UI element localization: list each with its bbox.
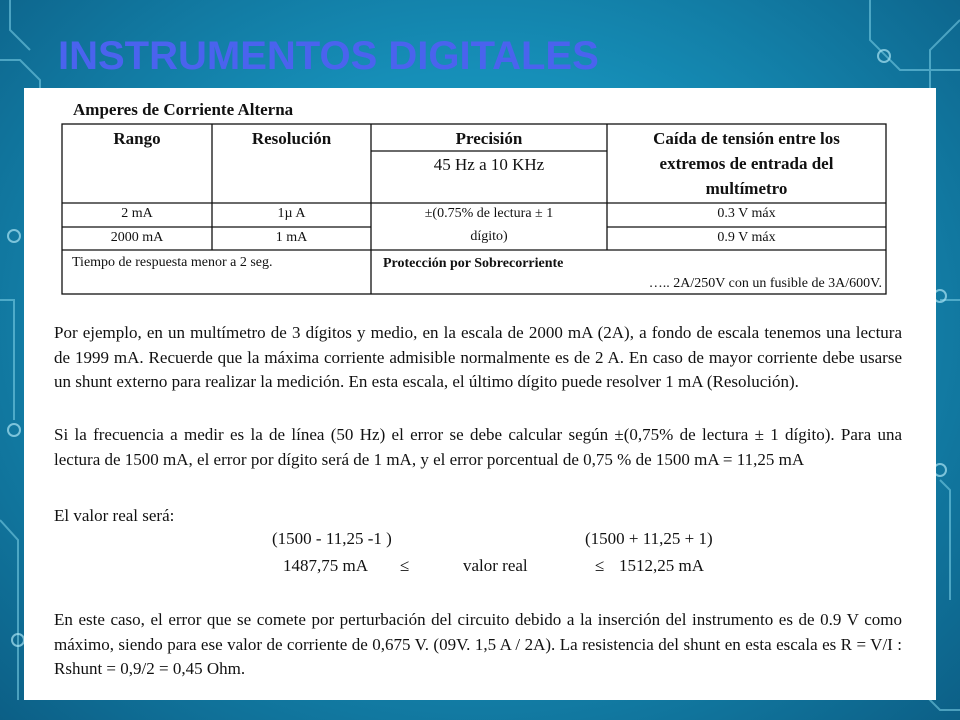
paragraph-frequency: Si la frecuencia a medir es la de línea (50 Hz) el error se debe calcular según ±(0,75% de lectura ± 1 dígito). Para una lectura de 1500 mA, el error por dígito será de 1 mA, y el error porcentual de 0,75 % de 1500 mA = 11,25 mA <box>54 425 902 469</box>
response-time-note: Tiempo de respuesta menor a 2 seg. <box>72 255 273 270</box>
table-caption: Amperes de Corriente Alterna <box>73 100 294 119</box>
row1-resolucion: 1µ A <box>277 206 306 221</box>
precision-value-line1: ±(0.75% de lectura ± 1 <box>424 206 554 221</box>
row2-resolucion: 1 mA <box>275 230 308 245</box>
slide-title: INSTRUMENTOS DIGITALES <box>58 34 599 78</box>
header-resolucion: Resolución <box>251 129 332 148</box>
equation-left: (1500 - 11,25 -1 ) <box>272 529 392 548</box>
header-caida-line1: Caída de tensión entre los <box>653 129 840 148</box>
row1-caida: 0.3 V máx <box>717 206 776 221</box>
equation-low-value: 1487,75 mA <box>283 556 368 575</box>
protection-title: Protección por Sobrecorriente <box>383 256 564 271</box>
protection-detail: ….. 2A/250V con un fusible de 3A/600V. <box>648 276 882 291</box>
header-precision-frequency: 45 Hz a 10 KHz <box>433 155 545 174</box>
equation-less-equal-2: ≤ <box>595 556 605 575</box>
header-rango: Rango <box>113 129 161 148</box>
equation-real-value-label: valor real <box>463 556 528 575</box>
equation-less-equal-1: ≤ <box>400 556 410 575</box>
paragraph-real-value: El valor real será: <box>54 506 175 525</box>
header-precision: Precisión <box>455 129 523 148</box>
row2-caida: 0.9 V máx <box>717 230 776 245</box>
precision-value-line2: dígito) <box>470 229 508 244</box>
paragraph-shunt: En este caso, el error que se comete por perturbación del circuito debido a la inserción del instrumento es de 0.9 V como máximo, siendo para ese valor de corriente de 0,675 V. (09V. 1,5 A / 2A). La resistencia del shunt en esta escala es R = V/I : Rshunt = 0,9/2 = 0,45 Ohm. <box>54 610 902 678</box>
row1-rango: 2 mA <box>121 206 153 221</box>
equation-high-value: 1512,25 mA <box>619 556 704 575</box>
row2-rango: 2000 mA <box>110 230 164 245</box>
header-caida-line3: multímetro <box>705 179 788 198</box>
header-caida-line2: extremos de entrada del <box>659 154 834 173</box>
equation-right: (1500 + 11,25 + 1) <box>585 529 713 548</box>
paragraph-example: Por ejemplo, en un multímetro de 3 dígitos y medio, en la escala de 2000 mA (2A), a fondo de escala tenemos una lectura de 1999 mA. Recuerde que la máxima corriente admisible normalmente es de 2 A. En caso de mayor corriente debe usarse un shunt externo para realizar la medición. En esta escala, el último dígito puede resolver 1 mA (Resolución). <box>54 323 902 391</box>
